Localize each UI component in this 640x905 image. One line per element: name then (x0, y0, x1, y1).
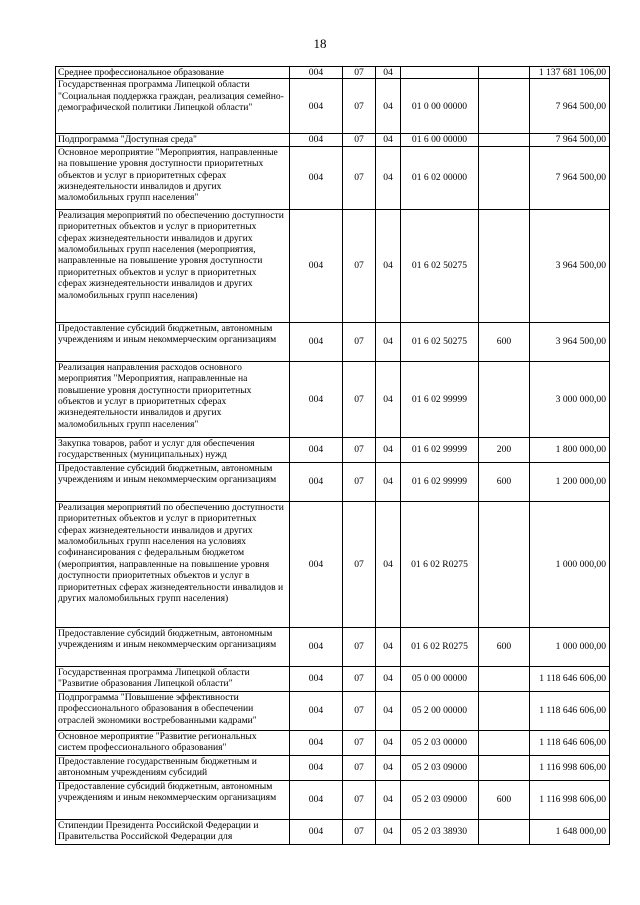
row-subsection: 04 (376, 819, 401, 844)
row-admin-code: 004 (290, 79, 343, 134)
table-row (56, 146, 610, 209)
table-row (56, 322, 610, 361)
row-expense-type (479, 819, 530, 844)
row-amount: 7 964 500,00 (530, 134, 610, 146)
row-admin-code: 004 (290, 462, 343, 501)
row-target-code: 05 2 00 00000 (401, 691, 479, 730)
row-section: 07 (343, 819, 376, 844)
row-expense-type (479, 691, 530, 730)
row-expense-type (479, 730, 530, 755)
row-subsection: 04 (376, 462, 401, 501)
row-target-code: 01 6 02 99999 (401, 361, 479, 437)
row-subsection: 04 (376, 627, 401, 666)
table-row (56, 819, 610, 844)
row-admin-code: 004 (290, 361, 343, 437)
row-amount: 1 118 646 606,00 (530, 666, 610, 691)
row-target-code: 05 2 03 09000 (401, 755, 479, 780)
budget-table-body (56, 67, 610, 845)
row-admin-code: 004 (290, 755, 343, 780)
row-expense-type: 600 (479, 462, 530, 501)
row-admin-code: 004 (290, 501, 343, 627)
row-admin-code: 004 (290, 322, 343, 361)
row-expense-type: 600 (479, 322, 530, 361)
row-expense-type (479, 79, 530, 134)
row-target-code: 01 6 02 R0275 (401, 501, 479, 627)
row-subsection: 04 (376, 146, 401, 209)
row-admin-code: 004 (290, 134, 343, 146)
row-amount: 1 648 000,00 (530, 819, 610, 844)
row-expense-type (479, 209, 530, 322)
row-target-code: 01 6 00 00000 (401, 134, 479, 146)
row-name: Предоставление субсидий бюджетным, автономным учреждениям и иным некоммерческим организациям (56, 780, 290, 819)
row-subsection: 04 (376, 134, 401, 146)
row-admin-code: 004 (290, 819, 343, 844)
row-amount: 1 116 998 606,00 (530, 780, 610, 819)
row-amount: 1 118 646 606,00 (530, 730, 610, 755)
row-target-code: 05 2 03 00000 (401, 730, 479, 755)
row-amount: 7 964 500,00 (530, 79, 610, 134)
table-row (56, 134, 610, 146)
table-row (56, 666, 610, 691)
table-row (56, 501, 610, 627)
row-section: 07 (343, 501, 376, 627)
row-amount: 7 964 500,00 (530, 146, 610, 209)
row-amount: 1 137 681 106,00 (530, 67, 610, 79)
row-target-code: 01 6 02 99999 (401, 437, 479, 462)
row-name: Предоставление субсидий бюджетным, автономным учреждениям и иным некоммерческим организациям (56, 322, 290, 361)
row-amount: 3 000 000,00 (530, 361, 610, 437)
table-row (56, 462, 610, 501)
row-amount: 3 964 500,00 (530, 322, 610, 361)
row-amount: 1 116 998 606,00 (530, 755, 610, 780)
row-section: 07 (343, 209, 376, 322)
row-subsection: 04 (376, 209, 401, 322)
row-name: Предоставление государственным бюджетным и автономным учреждениям субсидий (56, 755, 290, 780)
page-number: 18 (313, 36, 327, 51)
row-expense-type (479, 134, 530, 146)
row-name: Предоставление субсидий бюджетным, автономным учреждениям и иным некоммерческим организациям (56, 627, 290, 666)
table-row (56, 730, 610, 755)
row-name: Реализация направления расходов основного мероприятия "Мероприятия, направленные на повышение уровня доступности приоритетных объектов и услуг в приоритетных сферах жизнедеятельности инвалидов и других маломобильных групп населения" (56, 361, 290, 437)
row-name: Государственная программа Липецкой области "Развитие образования Липецкой области" (56, 666, 290, 691)
row-amount: 1 200 000,00 (530, 462, 610, 501)
row-subsection: 04 (376, 666, 401, 691)
row-target-code (401, 67, 479, 79)
row-name: Подпрограмма "Доступная среда" (56, 134, 290, 146)
row-expense-type: 200 (479, 437, 530, 462)
row-target-code: 01 6 02 00000 (401, 146, 479, 209)
row-expense-type (479, 666, 530, 691)
row-admin-code: 004 (290, 437, 343, 462)
table-row (56, 627, 610, 666)
row-amount: 1 118 646 606,00 (530, 691, 610, 730)
row-subsection: 04 (376, 361, 401, 437)
row-section: 07 (343, 79, 376, 134)
table-row (56, 67, 610, 79)
row-name: Стипендии Президента Российской Федерации и Правительства Российской Федерации для (56, 819, 290, 844)
row-section: 07 (343, 627, 376, 666)
row-expense-type: 600 (479, 780, 530, 819)
row-target-code: 05 2 03 09000 (401, 780, 479, 819)
row-target-code: 05 0 00 00000 (401, 666, 479, 691)
row-subsection: 04 (376, 67, 401, 79)
row-section: 07 (343, 361, 376, 437)
row-expense-type (479, 755, 530, 780)
table-row (56, 755, 610, 780)
table-row (56, 209, 610, 322)
row-section: 07 (343, 437, 376, 462)
table-row (56, 437, 610, 462)
row-section: 07 (343, 146, 376, 209)
row-name: Основное мероприятие "Мероприятия, направленные на повышение уровня доступности приоритетных объектов и услуг в приоритетных сферах жизнедеятельности инвалидов и других маломобильных групп населения" (56, 146, 290, 209)
table-row (56, 361, 610, 437)
row-subsection: 04 (376, 322, 401, 361)
row-target-code: 01 6 02 99999 (401, 462, 479, 501)
row-section: 07 (343, 691, 376, 730)
row-admin-code: 004 (290, 691, 343, 730)
row-target-code: 05 2 03 38930 (401, 819, 479, 844)
row-name: Реализация мероприятий по обеспечению доступности приоритетных объектов и услуг в приоритетных сферах жизнедеятельности инвалидов и других маломобильных групп населения (мероприятия, направленные на повышение уровня доступности приоритетных объектов и услуг в приоритетных сферах жизнедеятельности инвалидов и других маломобильных групп населения) (56, 209, 290, 322)
row-amount: 1 000 000,00 (530, 501, 610, 627)
table-row (56, 780, 610, 819)
row-name: Реализация мероприятий по обеспечению доступности приоритетных объектов и услуг в приоритетных сферах жизнедеятельности инвалидов и других маломобильных групп населения на условиях софинансирования с федеральным бюджетом (мероприятия, направленные на повышение уровня доступности приоритетных объектов и услуг в приоритетных сферах жизнедеятельности инвалидов и других маломобильных групп населения) (56, 501, 290, 627)
row-admin-code: 004 (290, 666, 343, 691)
row-expense-type: 600 (479, 627, 530, 666)
row-name: Среднее профессиональное образование (56, 67, 290, 79)
row-section: 07 (343, 134, 376, 146)
row-admin-code: 004 (290, 627, 343, 666)
table-row (56, 79, 610, 134)
row-name: Закупка товаров, работ и услуг для обеспечения государственных (муниципальных) нужд (56, 437, 290, 462)
row-subsection: 04 (376, 79, 401, 134)
row-target-code: 01 6 02 R0275 (401, 627, 479, 666)
row-amount: 3 964 500,00 (530, 209, 610, 322)
row-name: Государственная программа Липецкой области "Социальная поддержка граждан, реализация семейно-демографической политики Липецкой области" (56, 79, 290, 134)
row-target-code: 01 6 02 50275 (401, 209, 479, 322)
row-amount: 1 000 000,00 (530, 627, 610, 666)
row-subsection: 04 (376, 691, 401, 730)
row-subsection: 04 (376, 755, 401, 780)
row-name: Предоставление субсидий бюджетным, автономным учреждениям и иным некоммерческим организациям (56, 462, 290, 501)
budget-table (55, 66, 610, 845)
row-expense-type (479, 501, 530, 627)
row-admin-code: 004 (290, 730, 343, 755)
row-admin-code: 004 (290, 67, 343, 79)
row-section: 07 (343, 322, 376, 361)
row-expense-type (479, 67, 530, 79)
row-section: 07 (343, 67, 376, 79)
row-section: 07 (343, 755, 376, 780)
row-amount: 1 800 000,00 (530, 437, 610, 462)
row-admin-code: 004 (290, 780, 343, 819)
row-target-code: 01 6 02 50275 (401, 322, 479, 361)
row-subsection: 04 (376, 780, 401, 819)
row-section: 07 (343, 730, 376, 755)
row-name: Подпрограмма "Повышение эффективности профессионального образования в обеспечении отраслей экономики востребованными кадрами" (56, 691, 290, 730)
row-expense-type (479, 361, 530, 437)
row-subsection: 04 (376, 501, 401, 627)
row-target-code: 01 0 00 00000 (401, 79, 479, 134)
row-admin-code: 004 (290, 209, 343, 322)
row-admin-code: 004 (290, 146, 343, 209)
row-expense-type (479, 146, 530, 209)
row-section: 07 (343, 462, 376, 501)
row-section: 07 (343, 666, 376, 691)
row-subsection: 04 (376, 730, 401, 755)
table-row (56, 691, 610, 730)
row-subsection: 04 (376, 437, 401, 462)
row-name: Основное мероприятие "Развитие региональных систем профессионального образования" (56, 730, 290, 755)
row-section: 07 (343, 780, 376, 819)
